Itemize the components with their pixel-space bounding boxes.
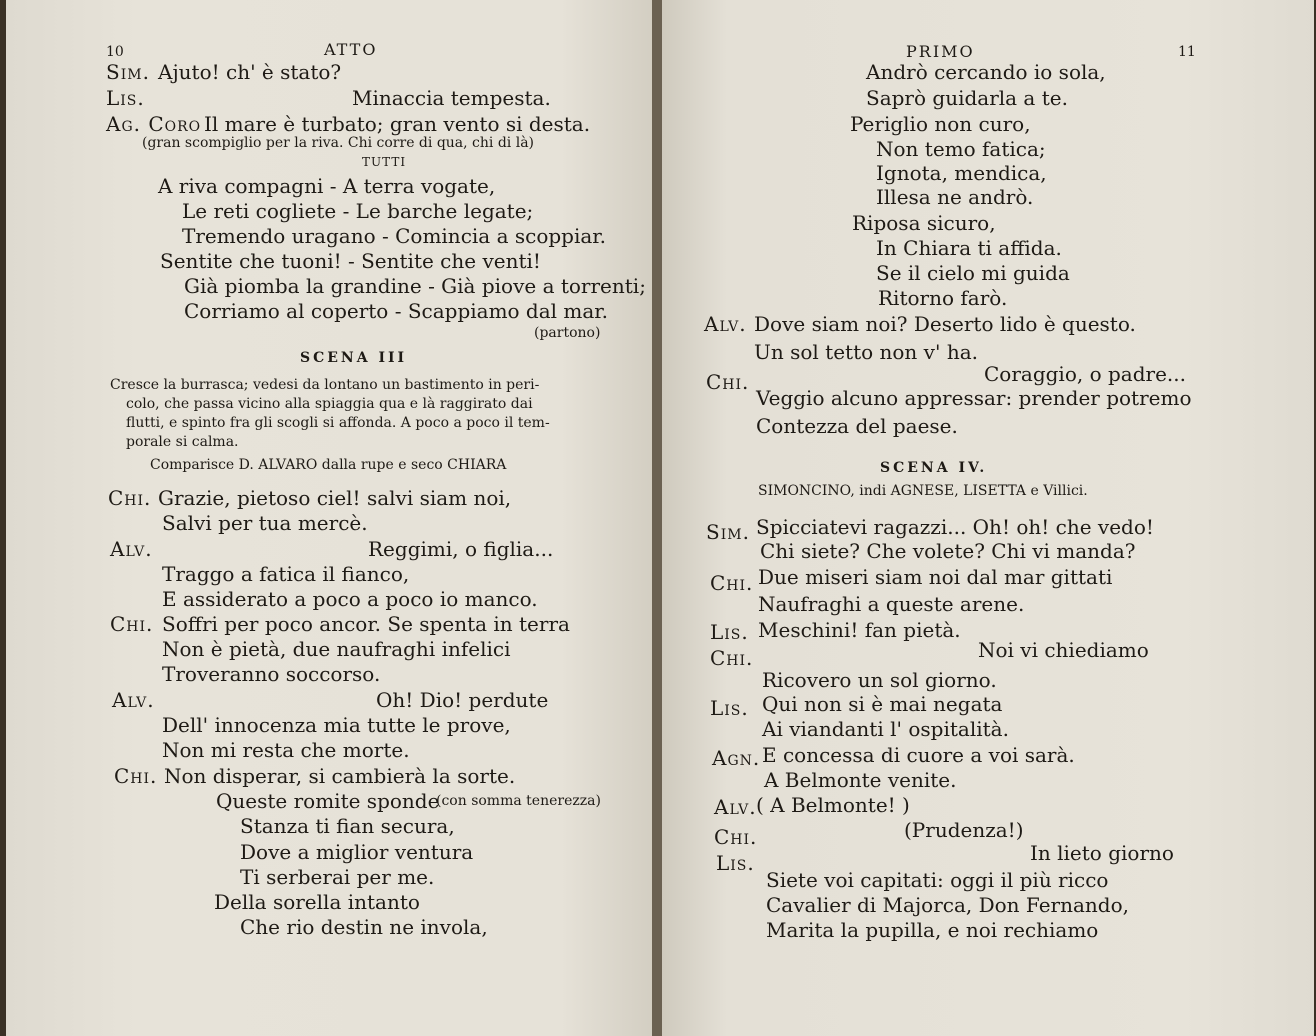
verse-line: Dell' innocenza mia tutte le prove, <box>162 713 511 737</box>
verse-line: Coraggio, o padre... <box>984 362 1186 386</box>
verse-line: Non è pietà, due naufraghi infelici <box>162 637 511 661</box>
speaker: Alv. <box>112 688 155 712</box>
verse-line: Stanza ti fian secura, <box>240 814 455 838</box>
stage-direction: Comparisce D. ALVARO dalla rupe e seco CHIARA <box>150 457 507 473</box>
verse-line: Siete voi capitati: oggi il più ricco <box>766 868 1109 892</box>
stage-direction: SIMONCINO, indi AGNESE, LISETTA e Villici. <box>758 483 1088 499</box>
verse-line: Dove siam noi? Deserto lido è questo. <box>754 312 1136 336</box>
page-number: 11 <box>1178 44 1196 60</box>
running-head: PRIMO <box>906 42 975 61</box>
verse-line: Ignota, mendica, <box>876 161 1047 185</box>
verse-line: Spicciatevi ragazzi... Oh! oh! che vedo! <box>756 515 1154 539</box>
scene-heading: SCENA IV. <box>880 460 988 476</box>
verse-line: In lieto giorno <box>1030 841 1174 865</box>
verse-line: Soffri per poco ancor. Se spenta in terra <box>162 612 570 636</box>
verse-line: In Chiara ti affida. <box>876 236 1062 260</box>
stage-direction: porale si calma. <box>126 434 239 450</box>
stage-direction: (gran scompiglio per la riva. Chi corre di qua, chi di là) <box>142 135 535 151</box>
verse-line: A Belmonte venite. <box>764 768 957 792</box>
verse-line: Grazie, pietoso ciel! salvi siam noi, <box>158 486 512 510</box>
speaker: Chi. <box>710 571 754 595</box>
verse-line: Cavalier di Majorca, Don Fernando, <box>766 893 1129 917</box>
speaker: Chi. <box>714 825 758 849</box>
speaker: Lis. <box>710 620 749 644</box>
stage-direction: colo, che passa vicino alla spiaggia qua e là raggirato dai <box>126 396 533 412</box>
speaker: Chi. <box>114 764 158 788</box>
verse-line: Ti serberai per me. <box>240 865 435 889</box>
page-number: 10 <box>106 44 124 60</box>
verse-line: Andrò cercando io sola, <box>866 60 1106 84</box>
verse-line: (Prudenza!) <box>904 818 1024 842</box>
running-head: ATTO <box>324 40 378 59</box>
speaker: Alv. <box>110 537 153 561</box>
verse-line: Le reti cogliete - Le barche legate; <box>182 199 534 223</box>
verse-line: Se il cielo mi guida <box>876 261 1070 285</box>
verse-line: Noi vi chiediamo <box>978 638 1149 662</box>
verse-line: Salvi per tua mercè. <box>162 511 368 535</box>
verse-line: Contezza del paese. <box>756 414 958 438</box>
verse-line: Non mi resta che morte. <box>162 738 410 762</box>
speaker: Sim. <box>106 60 150 84</box>
speaker: Alv. <box>714 795 757 819</box>
verse-line: Ricovero un sol giorno. <box>762 668 997 692</box>
right-page <box>662 0 1314 1036</box>
verse-line: A riva compagni - A terra vogate, <box>158 174 496 198</box>
speaker: Lis. <box>106 86 145 110</box>
speaker: Agn. <box>712 746 761 770</box>
verse-line: Veggio alcuno appressar: prender potremo <box>756 386 1192 410</box>
speaker: Sim. <box>706 520 750 544</box>
verse-line: Tremendo uragano - Comincia a scoppiar. <box>182 224 607 248</box>
verse-line: Saprò guidarla a te. <box>866 86 1068 110</box>
verse-line: Non temo fatica; <box>876 137 1046 161</box>
left-page <box>6 0 658 1036</box>
speaker: Chi. <box>710 646 754 670</box>
verse-line: Che rio destin ne invola, <box>240 915 488 939</box>
verse-line: Troveranno soccorso. <box>162 662 381 686</box>
verse-line: Un sol tetto non v' ha. <box>754 340 978 364</box>
verse-line: Minaccia tempesta. <box>352 86 551 110</box>
stage-direction: (partono) <box>534 325 601 341</box>
scene-heading: SCENA III <box>300 350 408 366</box>
verse-line: Marita la pupilla, e noi rechiamo <box>766 918 1099 942</box>
verse-line: Meschini! fan pietà. <box>758 618 961 642</box>
verse-line: ( A Belmonte! ) <box>756 793 910 817</box>
verse-line: Della sorella intanto <box>214 890 420 914</box>
verse-line: Queste romite sponde <box>216 789 440 813</box>
verse-line: Sentite che tuoni! - Sentite che venti! <box>160 249 541 273</box>
verse-line: Ajuto! ch' è stato? <box>158 60 342 84</box>
speaker: Lis. <box>710 696 749 720</box>
verse-line: Reggimi, o figlia... <box>368 537 554 561</box>
stage-direction: Cresce la burrasca; vedesi da lontano un bastimento in peri- <box>110 377 540 393</box>
verse-line: Naufraghi a queste arene. <box>758 592 1025 616</box>
verse-line: Corriamo al coperto - Scappiamo dal mar. <box>184 299 609 323</box>
verse-line: E concessa di cuore a voi sarà. <box>762 743 1075 767</box>
verse-line: Traggo a fatica il fianco, <box>162 562 410 586</box>
verse-line: Già piomba la grandine - Già piove a torrenti; <box>184 274 646 298</box>
speaker: Chi. <box>706 370 750 394</box>
stage-direction: flutti, e spinto fra gli scogli si affonda. A poco a poco il tem- <box>126 415 550 431</box>
verse-line: Non disperar, si cambierà la sorte. <box>164 764 516 788</box>
verse-line: Due miseri siam noi dal mar gittati <box>758 565 1113 589</box>
verse-line: Riposa sicuro, <box>852 211 996 235</box>
verse-line: Il mare è turbato; gran vento si desta. <box>204 112 591 136</box>
verse-line: Dove a miglior ventura <box>240 840 474 864</box>
speaker: Alv. <box>704 312 747 336</box>
verse-line: Chi siete? Che volete? Chi vi manda? <box>760 539 1136 563</box>
verse-line: E assiderato a poco a poco io manco. <box>162 587 538 611</box>
verse-line: Oh! Dio! perdute <box>376 688 549 712</box>
speaker: Chi. <box>108 486 152 510</box>
verse-line: Ai viandanti l' ospitalità. <box>762 717 1009 741</box>
speaker: Ag. Coro <box>106 112 202 136</box>
verse-line: Ritorno farò. <box>878 286 1008 310</box>
verse-line: Qui non si è mai negata <box>762 692 1003 716</box>
stage-direction: (con somma tenerezza) <box>436 793 601 809</box>
speaker: Chi. <box>110 612 154 636</box>
speaker: Lis. <box>716 851 755 875</box>
verse-line: Periglio non curo, <box>850 112 1031 136</box>
verse-line: Illesa ne andrò. <box>876 185 1034 209</box>
speaker-heading: TUTTI <box>362 155 407 169</box>
